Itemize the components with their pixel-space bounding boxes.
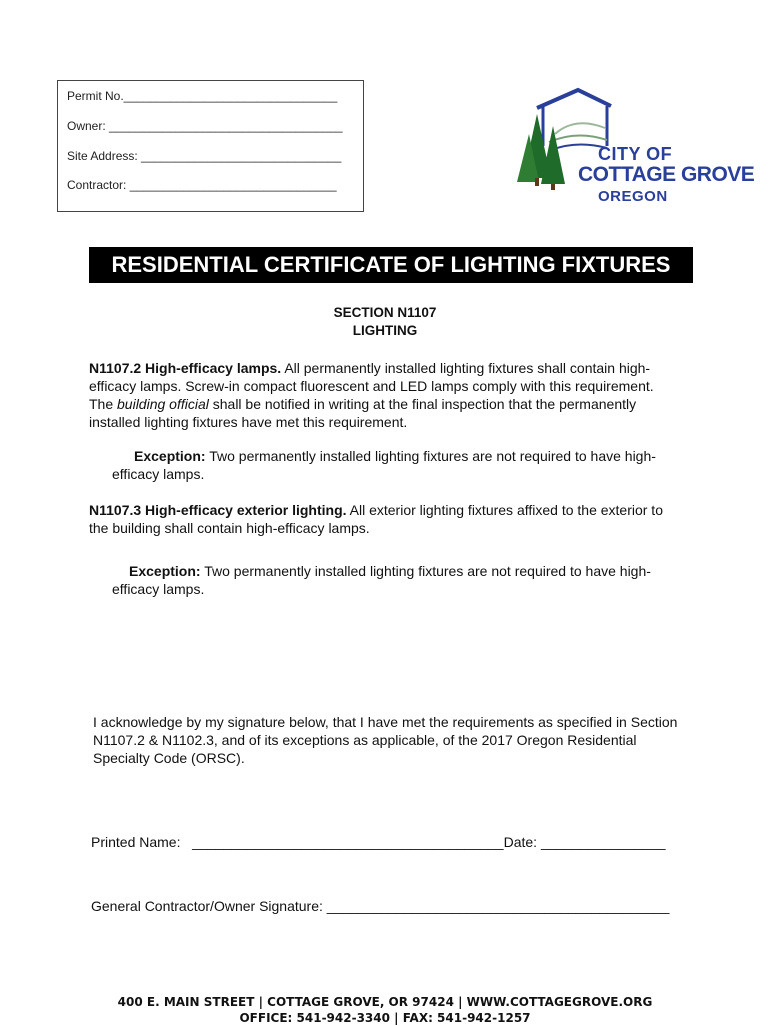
n1107-2-text-a: All permanently installed lighting fixtures shall contain high-efficacy lamps. Screw-in compact fluorescent and LED lamps comply with this requirement. The	[89, 360, 654, 412]
printed-name-date-field[interactable]: Printed Name: ________________________________________Date: ________________	[91, 834, 666, 850]
n1107-2-paragraph	[89, 359, 679, 431]
n1107-3-heading: N1107.3 High-efficacy exterior lighting.	[89, 502, 347, 518]
logo-text-oregon: OREGON	[598, 188, 668, 205]
footer-phone: OFFICE: 541-942-3340 | FAX: 541-942-1257	[239, 1011, 531, 1025]
acknowledgement-statement: I acknowledge by my signature below, that I have met the requirements as specified in Section N1107.2 & N1102.3, and of its exceptions as applicable, of the 2017 Oregon Residential Specialty Code (ORSC).	[93, 714, 678, 766]
n1107-3-text: All exterior lighting fixtures affixed to the exterior to the building shall contain high-efficacy lamps.	[89, 502, 663, 536]
document-title: RESIDENTIAL CERTIFICATE OF LIGHTING FIXTURES	[89, 247, 693, 283]
permit-no-field[interactable]: Permit No.________________________________	[67, 89, 338, 103]
exception-1-text: Two permanently installed lighting fixtures are not required to have high-efficacy lamps.	[112, 448, 656, 482]
section-name: LIGHTING	[352, 323, 418, 338]
owner-field[interactable]: Owner: ___________________________________	[67, 119, 343, 133]
section-number: SECTION N1107	[333, 305, 437, 320]
n1107-2-emphasis: building official	[117, 396, 209, 412]
footer-address: 400 E. MAIN STREET | COTTAGE GROVE, OR 97424 | WWW.COTTAGEGROVE.ORG	[117, 995, 653, 1009]
contractor-field[interactable]: Contractor: _______________________________	[67, 178, 337, 192]
logo-text-city-of: CITY OF	[598, 144, 673, 164]
exception-2-paragraph	[112, 562, 672, 598]
logo-text-cottage-grove: COTTAGE GROVE	[578, 163, 755, 186]
n1107-3-paragraph	[89, 501, 669, 537]
permit-info-box	[57, 80, 364, 212]
site-address-field[interactable]: Site Address: ______________________________	[67, 149, 342, 163]
exception-2-text: Two permanently installed lighting fixtures are not required to have high-efficacy lamps.	[112, 563, 651, 597]
n1107-2-heading: N1107.2 High-efficacy lamps.	[89, 360, 282, 376]
exception-1-label: Exception:	[134, 448, 206, 464]
signature-field[interactable]: General Contractor/Owner Signature: ____________________________________________	[91, 898, 670, 914]
exception-1-paragraph	[112, 447, 672, 483]
n1107-2-text-b: shall be notified in writing at the final inspection that the permanently installed lighting fixtures have met this requirement.	[89, 396, 637, 430]
exception-2-label: Exception:	[129, 563, 201, 579]
